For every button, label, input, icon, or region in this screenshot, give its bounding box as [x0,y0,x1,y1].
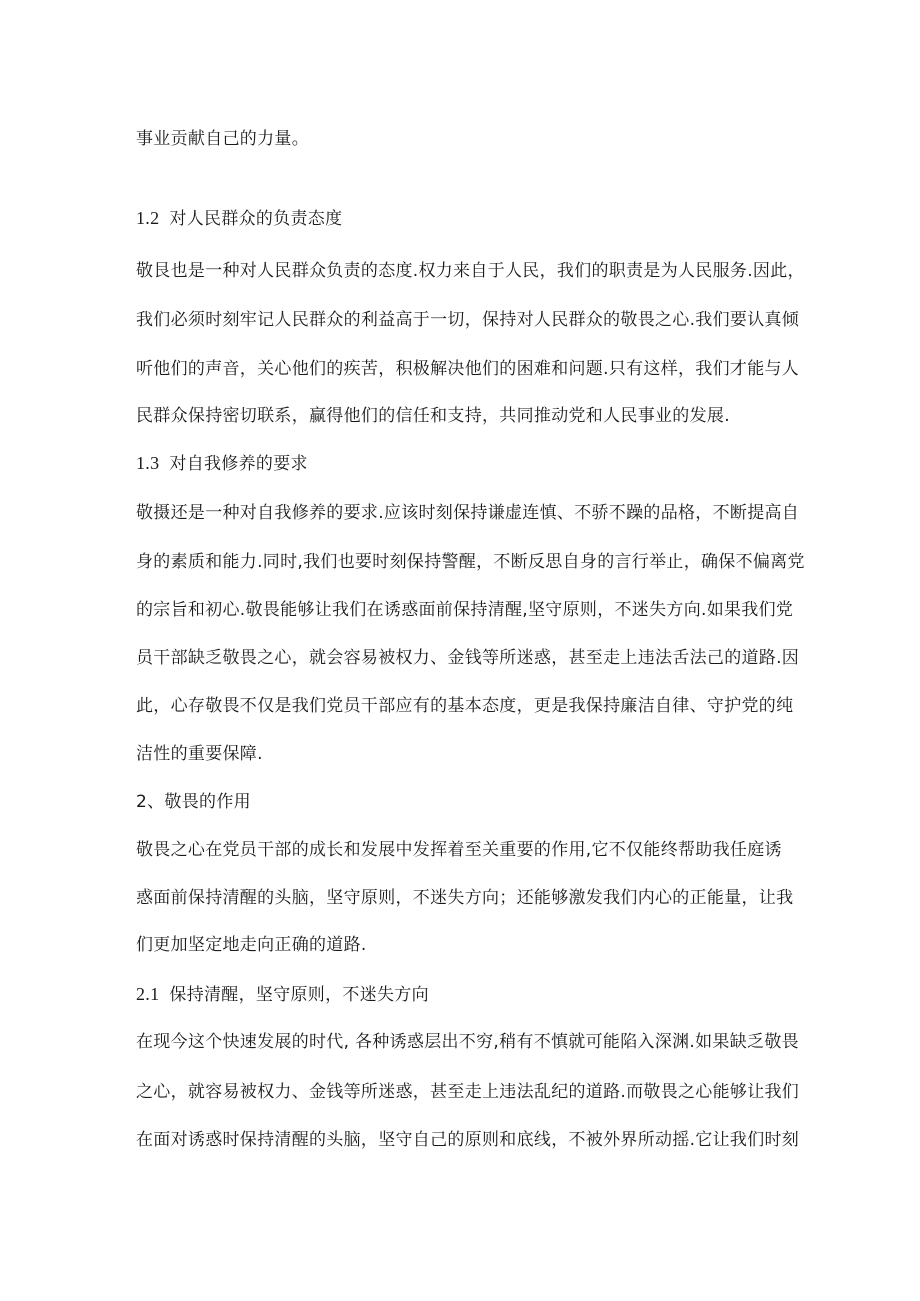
paragraph-line: 敬摄还是一种对自我修养的要求.应该时刻保持谦虚连慎、不骄不躁的品格，不断提高自 [136,503,800,523]
section-title: 对自我修养的要求 [169,454,308,474]
paragraph-line: 我们必须时刻牢记人民群众的利益高于一切，保持对人民群众的敬畏之心.我们要认真倾 [136,310,800,330]
paragraph-line: 惑面前保持清醒的头脑，坚守原则，不迷失方向；还能够激发我们内心的正能量，让我 [136,888,794,908]
section-heading-1-3 [136,451,308,476]
paragraph-line: 听他们的声音，关心他们的疾苦，积极解决他们的困难和问题.只有这样，我们才能与人 [136,359,800,379]
paragraph-line: 的宗旨和初心.敬畏能够让我们在诱惑面前保持清醒,坚守原则，不迷失方向.如果我们党 [136,600,794,620]
paragraph-line: 此，心存敬畏不仅是我们党员干部应有的基本态度，更是我保持廉洁自律、守护党的纯 [136,696,794,716]
paragraph-line: 之心，就容易被权力、金钱等所迷惑，甚至走上违法乱纪的道路.而敬畏之心能够让我们 [136,1082,800,1102]
section-heading-2-1 [136,982,429,1007]
paragraph-line: 员干部缺乏敬畏之心，就会容易被权力、金钱等所迷惑，甚至走上违法舌法己的道路.因 [136,648,800,668]
paragraph-line: 敬畏之心在党员干部的成长和发展中发挥着至关重要的作用,它不仅能终帮助我任庭诱 [136,840,782,860]
paragraph-line: 在现今这个快速发展的时代, 各种诱惑层出不穷,稍有不慎就可能陷入深渊.如果缺乏敬畏 [136,1032,799,1052]
section-title: 对人民群众的负责态度 [169,209,343,229]
section-number: 1.2 [136,208,160,228]
paragraph-line: 们更加坚定地走向正确的道路. [136,935,367,955]
paragraph-line: 敬艮也是一种对人民群众负责的态度.权力来自于人民，我们的职责是为人民服务.因此， [136,261,805,281]
paragraph-line: 民群众保持密切联系，赢得他们的信任和支持，共同推动党和人民事业的发展. [136,406,730,426]
paragraph-line: 事业贡献自己的力量。 [136,129,309,149]
section-number: 2.1 [136,984,160,1004]
paragraph-line: 在面对诱惑时保持清醒的头脑，坚守自己的原则和底线，不被外界所动摇.它让我们时刻 [136,1130,800,1150]
paragraph-line: 洁性的重要保障. [136,744,263,764]
paragraph-line: 身的素质和能力.同时,我们也要时刻保持警醒，不断反思自身的言行举止，确保不偏离党 [136,552,805,572]
section-title: 保持清醒，坚守原则，不迷失方向 [169,985,429,1005]
section-heading-1-2 [136,206,342,231]
section-number: 1.3 [136,453,160,473]
section-heading-2: 2、敬畏的作用 [136,792,251,812]
